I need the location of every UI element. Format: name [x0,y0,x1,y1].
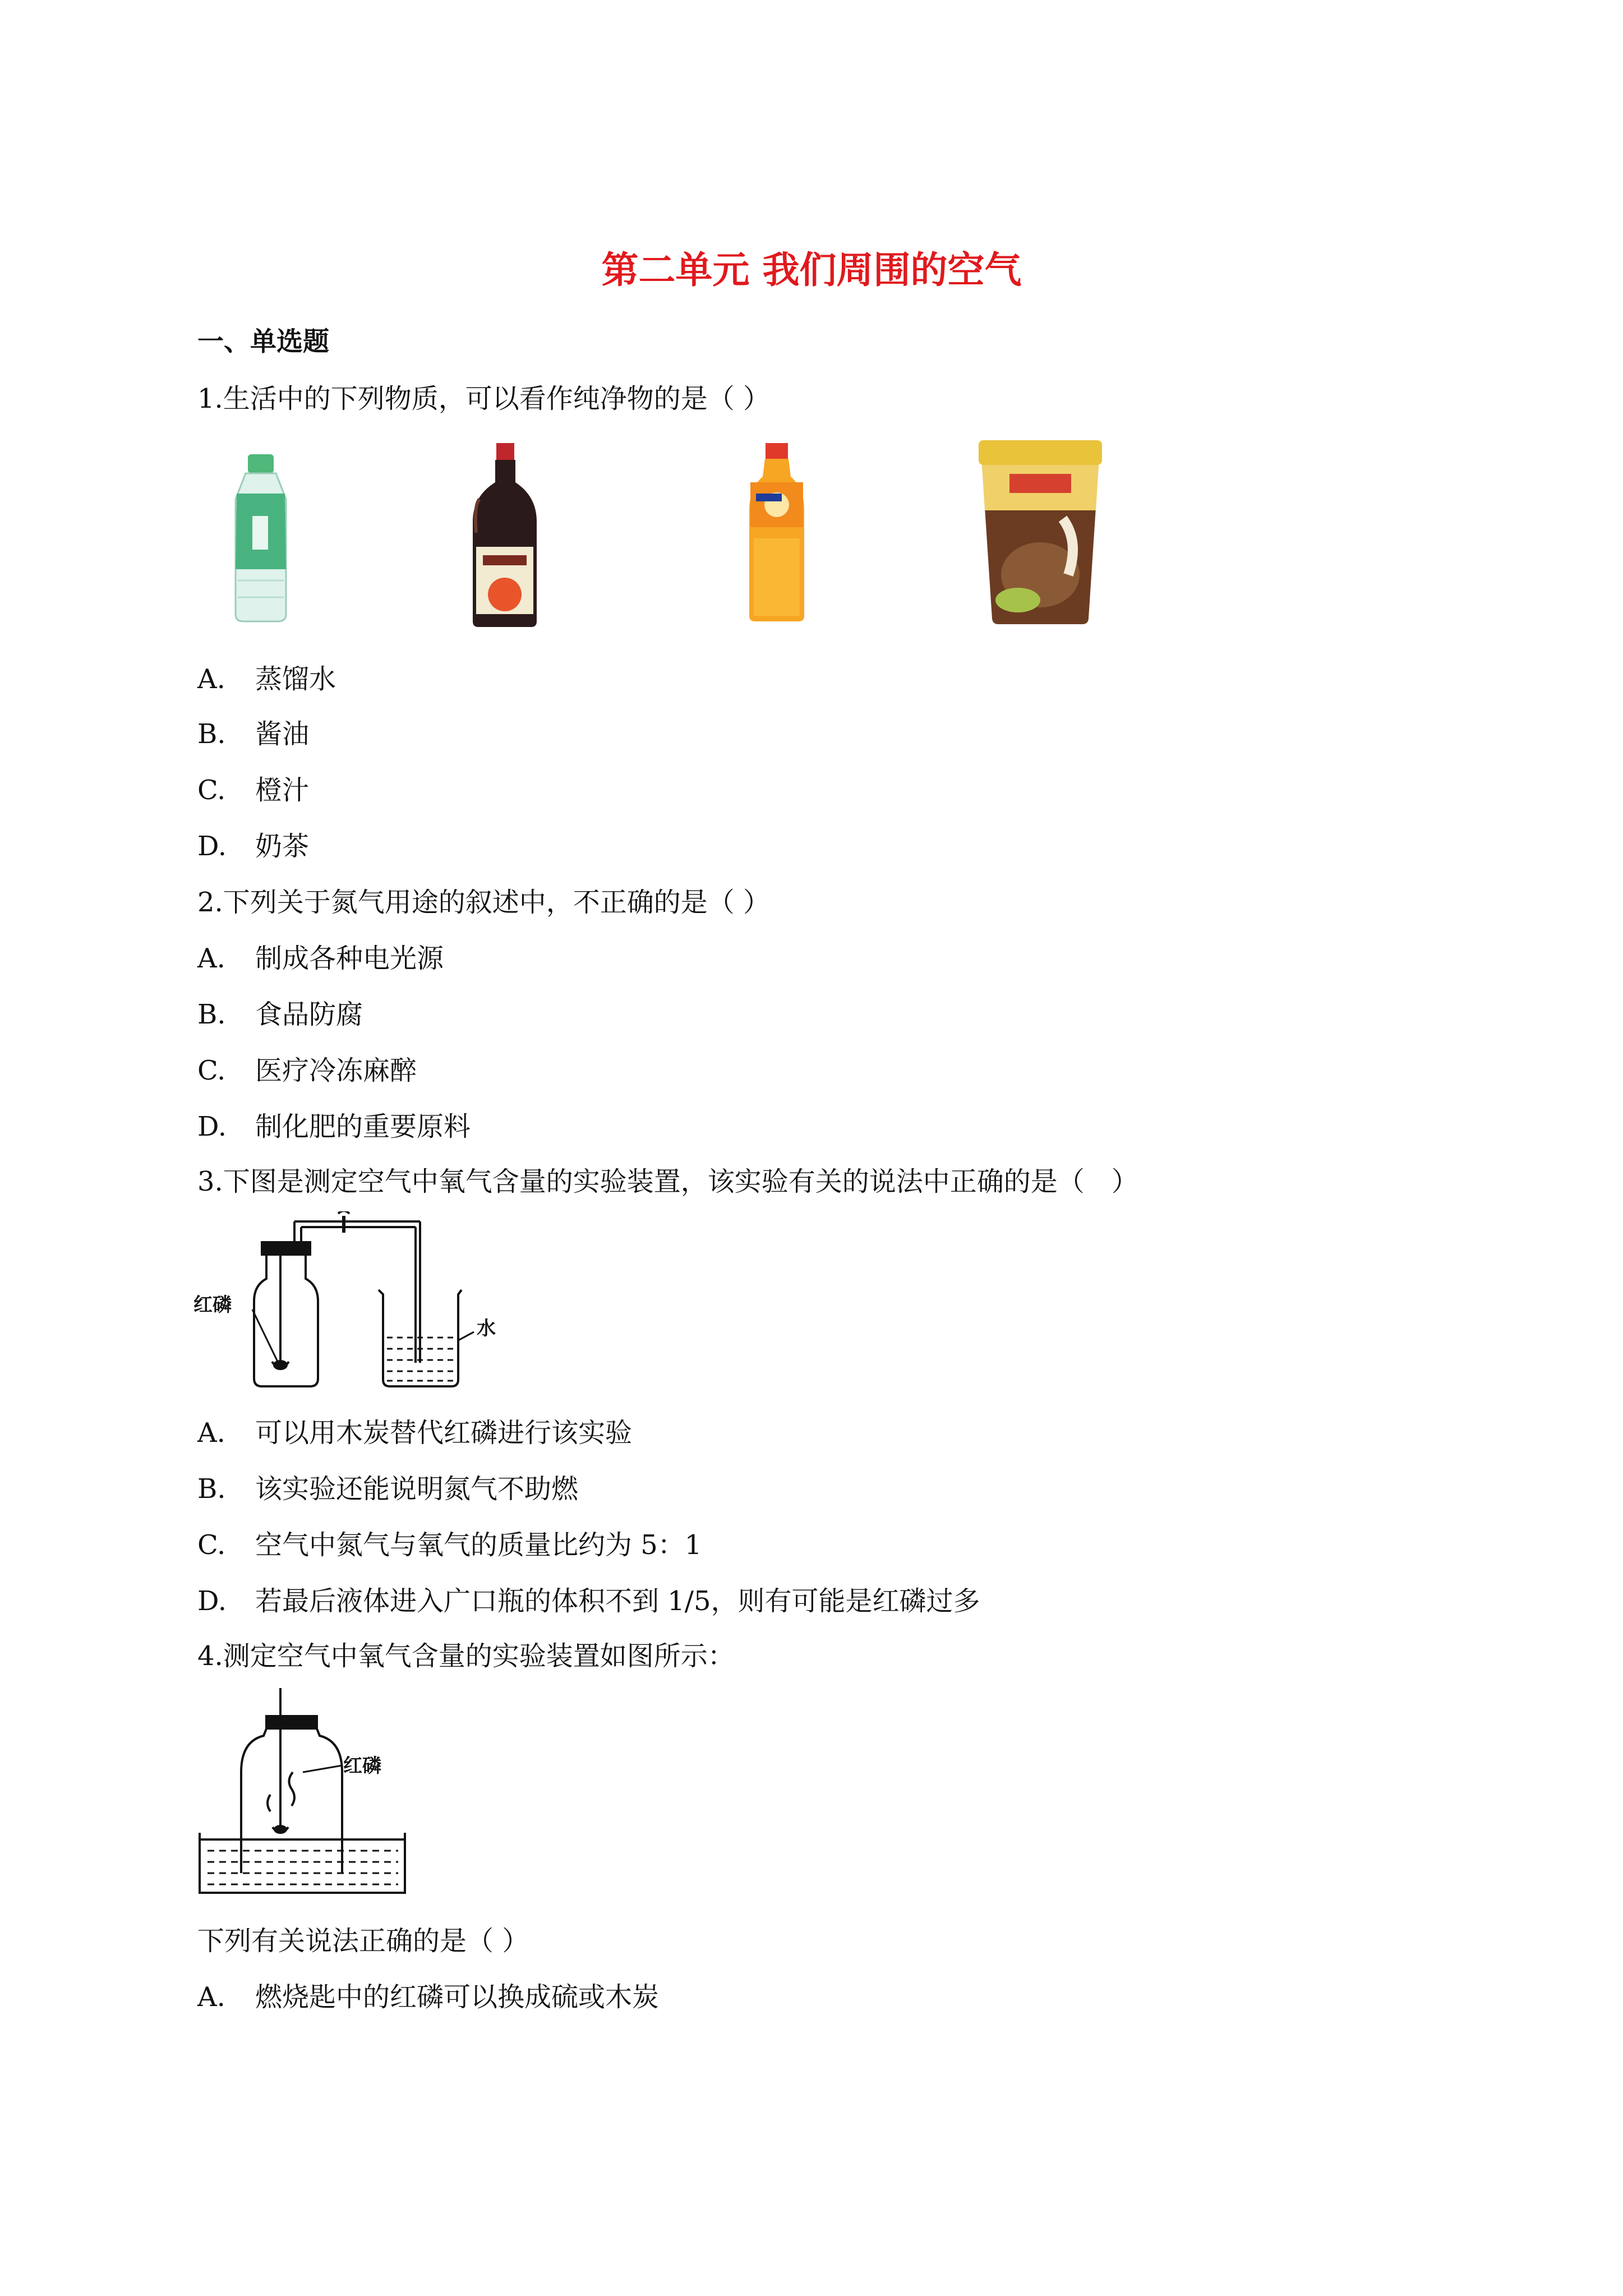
q1-option-b: B. 酱油 [197,718,310,750]
q3-option-d: D. 若最后液体进入广口瓶的体积不到 1/5，则有可能是红磷过多 [197,1585,980,1617]
soy-sauce-bottle-image [468,443,541,628]
q1-option-a: A. 蒸馏水 [197,663,336,695]
water-bottle-image [230,454,292,623]
milk-tea-cup-image [979,440,1102,625]
label-red-phosphorus-1: 红磷 [193,1294,232,1316]
apparatus-diagram-2 [196,1688,409,1901]
question-3-stem: 3.下图是测定空气中氧气含量的实验装置，该实验有关的说法中正确的是（ ） [197,1166,1138,1197]
question-4-followup: 下列有关说法正确的是（ ） [197,1925,529,1957]
q1-option-c: C. 橙汁 [197,774,310,806]
q3-option-c: C. 空气中氮气与氧气的质量比约为 5：1 [197,1529,702,1561]
question-1-stem: 1.生活中的下列物质，可以看作纯净物的是（ ） [197,383,771,414]
q1-option-d: D. 奶茶 [197,831,310,862]
label-water: 水 [477,1317,496,1340]
q4-option-a: A. 燃烧匙中的红磷可以换成硫或木炭 [197,1981,660,2013]
page-title: 第二单元 我们周围的空气 [601,248,1022,292]
q3-option-a: A. 可以用木炭替代红磷进行该实验 [197,1417,633,1449]
q2-option-c: C. 医疗冷冻麻醉 [197,1055,417,1086]
question-4-stem: 4.测定空气中氧气含量的实验装置如图所示： [197,1640,735,1672]
section-heading: 一、单选题 [197,326,329,357]
orange-juice-bottle-image [746,443,808,623]
question-2-stem: 2.下列关于氮气用途的叙述中，不正确的是（ ） [197,887,771,918]
q3-option-b: B. 该实验还能说明氮气不助燃 [197,1473,579,1505]
apparatus-diagram-1 [193,1211,508,1391]
label-red-phosphorus-2: 红磷 [343,1755,381,1777]
q2-option-d: D. 制化肥的重要原料 [197,1111,471,1142]
q2-option-b: B. 食品防腐 [197,999,363,1030]
q2-option-a: A. 制成各种电光源 [197,943,444,974]
